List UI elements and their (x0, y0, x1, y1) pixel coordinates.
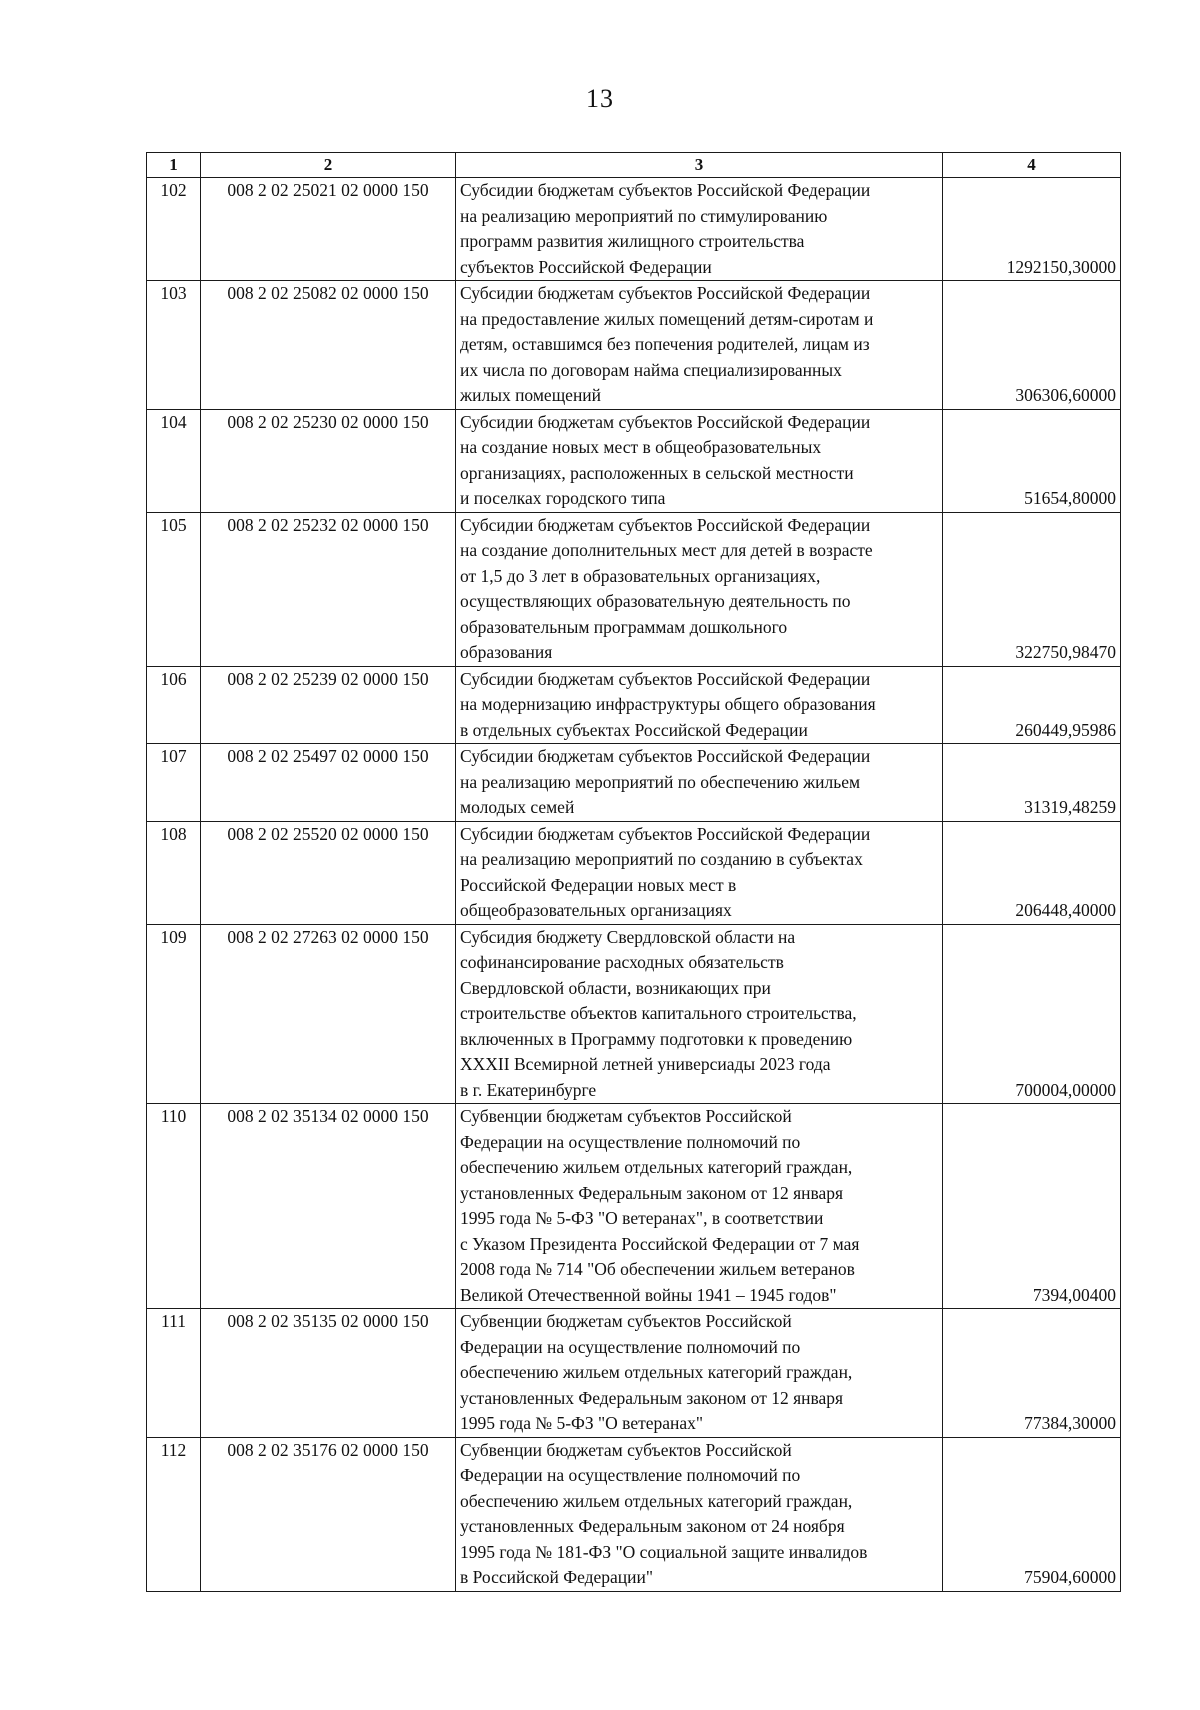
description-line: субъектов Российской Федерации (460, 256, 712, 277)
budget-table (146, 152, 1121, 1592)
budget-code: 008 2 02 25082 02 0000 150 (201, 281, 456, 410)
description-line: XXXII Всемирной летней универсиады 2023 года (460, 1054, 831, 1074)
table-row (147, 821, 1121, 924)
description-line: Субсидии бюджетам субъектов Российской Федерации (460, 180, 871, 200)
amount-value: 77384,30000 (943, 1309, 1121, 1438)
description-line: молодых семей (460, 797, 575, 817)
description-line: образовательным программам дошкольного (460, 616, 788, 637)
amount-value: 75904,60000 (943, 1437, 1121, 1591)
description-line: в Российской Федерации" (460, 1567, 654, 1587)
row-number: 103 (147, 281, 201, 410)
table-body (147, 178, 1121, 1592)
description-line: Субвенции бюджетам субъектов Российской (460, 1311, 792, 1331)
amount-value: 306306,60000 (943, 281, 1121, 410)
description-line: на реализацию мероприятий по созданию в субъектах (460, 849, 863, 869)
description-line: 1995 года № 5-ФЗ "О ветеранах" (460, 1413, 704, 1433)
page-number: 13 (586, 84, 614, 113)
amount-value: 260449,95986 (943, 666, 1121, 744)
description-line: софинансирование расходных обязательств (460, 952, 784, 972)
description-line: Субсидии бюджетам субъектов Российской Федерации (460, 514, 871, 535)
description-line: установленных Федеральным законом от 24 ноября (460, 1516, 845, 1536)
row-number: 102 (147, 178, 201, 281)
table-row (147, 666, 1121, 744)
description-line: в отдельных субъектах Российской Федерации (460, 719, 808, 740)
description-line: Свердловской области, возникающих при (460, 977, 771, 998)
description-line: жилых помещений (460, 385, 602, 405)
budget-code: 008 2 02 25520 02 0000 150 (201, 821, 456, 924)
description-line: на модернизацию инфраструктуры общего образования (460, 694, 876, 714)
table-row (147, 924, 1121, 1104)
budget-code: 008 2 02 27263 02 0000 150 (201, 924, 456, 1104)
description-line: детям, оставшимся без попечения родителей, лицам из (460, 334, 870, 354)
description-line: 1995 года № 5-ФЗ "О ветеранах", в соответствии (460, 1208, 824, 1228)
table-row (147, 744, 1121, 822)
row-number: 105 (147, 512, 201, 666)
budget-code: 008 2 02 25230 02 0000 150 (201, 409, 456, 512)
row-number: 107 (147, 744, 201, 822)
description-line: строительстве объектов капитального строительства, (460, 1003, 857, 1023)
table-header (147, 153, 1121, 178)
amount-value: 7394,00400 (943, 1104, 1121, 1309)
table-row (147, 178, 1121, 281)
income-description (456, 744, 943, 822)
description-line: Субсидии бюджетам субъектов Российской Федерации (460, 283, 871, 303)
description-line: программ развития жилищного строительства (460, 231, 805, 251)
amount-value: 31319,48259 (943, 744, 1121, 822)
description-line: обеспечению жильем отдельных категорий граждан, (460, 1490, 853, 1511)
description-line: и поселках городского типа (460, 488, 666, 508)
description-line: Субвенции бюджетам субъектов Российской (460, 1106, 792, 1126)
column-header-1: 1 (147, 153, 201, 178)
table-row (147, 1104, 1121, 1309)
description-line: осуществляющих образовательную деятельность по (460, 591, 851, 611)
budget-code: 008 2 02 35176 02 0000 150 (201, 1437, 456, 1591)
description-line: 2008 года № 714 "Об обеспечении жильем ветеранов (460, 1259, 855, 1279)
description-line: Субсидии бюджетам субъектов Российской Федерации (460, 823, 871, 844)
description-line: с Указом Президента Российской Федерации от 7 мая (460, 1233, 860, 1254)
description-line: от 1,5 до 3 лет в образовательных организациях, (460, 565, 821, 586)
description-line: общеобразовательных организациях (460, 900, 732, 920)
column-header-2: 2 (201, 153, 456, 178)
amount-value: 1292150,30000 (943, 178, 1121, 281)
income-description (456, 1104, 943, 1309)
description-line: включенных в Программу подготовки к проведению (460, 1028, 853, 1049)
table-row (147, 281, 1121, 410)
table-row (147, 512, 1121, 666)
budget-code: 008 2 02 35134 02 0000 150 (201, 1104, 456, 1309)
budget-code: 008 2 02 35135 02 0000 150 (201, 1309, 456, 1438)
description-line: Федерации на осуществление полномочий по (460, 1131, 801, 1152)
description-line: Федерации на осуществление полномочий по (460, 1336, 801, 1357)
income-description (456, 666, 943, 744)
budget-code: 008 2 02 25021 02 0000 150 (201, 178, 456, 281)
column-header-3: 3 (456, 153, 943, 178)
income-description (456, 281, 943, 410)
income-description (456, 1309, 943, 1438)
row-number: 109 (147, 924, 201, 1104)
row-number: 104 (147, 409, 201, 512)
description-line: их числа по договорам найма специализированных (460, 359, 842, 380)
description-line: Субсидии бюджетам субъектов Российской Федерации (460, 668, 871, 689)
budget-code: 008 2 02 25232 02 0000 150 (201, 512, 456, 666)
amount-value: 700004,00000 (943, 924, 1121, 1104)
description-line: Федерации на осуществление полномочий по (460, 1465, 801, 1485)
description-line: Субсидия бюджету Свердловской области на (460, 926, 796, 947)
description-line: 1995 года № 181-ФЗ "О социальной защите инвалидов (460, 1541, 868, 1562)
income-description (456, 409, 943, 512)
table-row (147, 1437, 1121, 1591)
description-line: Субвенции бюджетам субъектов Российской (460, 1439, 792, 1460)
row-number: 106 (147, 666, 201, 744)
description-line: на предоставление жилых помещений детям-сиротам и (460, 308, 874, 329)
description-line: образования (460, 642, 553, 662)
budget-code: 008 2 02 25497 02 0000 150 (201, 744, 456, 822)
description-line: установленных Федеральным законом от 12 января (460, 1182, 844, 1203)
table-row (147, 1309, 1121, 1438)
description-line: Великой Отечественной войны 1941 – 1945 годов" (460, 1284, 837, 1305)
income-description (456, 1437, 943, 1591)
income-description (456, 512, 943, 666)
amount-value: 51654,80000 (943, 409, 1121, 512)
description-line: обеспечению жильем отдельных категорий граждан, (460, 1362, 853, 1382)
description-line: установленных Федеральным законом от 12 января (460, 1387, 844, 1408)
description-line: Российской Федерации новых мест в (460, 874, 737, 895)
description-line: на реализацию мероприятий по обеспечению жильем (460, 771, 861, 792)
row-number: 112 (147, 1437, 201, 1591)
table-header-row (147, 153, 1121, 178)
description-line: Субсидии бюджетам субъектов Российской Федерации (460, 746, 871, 766)
description-line: организациях, расположенных в сельской местности (460, 462, 854, 483)
amount-value: 322750,98470 (943, 512, 1121, 666)
row-number: 108 (147, 821, 201, 924)
description-line: на реализацию мероприятий по стимулированию (460, 205, 828, 226)
amount-value: 206448,40000 (943, 821, 1121, 924)
description-line: Субсидии бюджетам субъектов Российской Федерации (460, 411, 871, 432)
income-description (456, 178, 943, 281)
table-row (147, 409, 1121, 512)
row-number: 111 (147, 1309, 201, 1438)
description-line: обеспечению жильем отдельных категорий граждан, (460, 1157, 853, 1177)
column-header-4: 4 (943, 153, 1121, 178)
income-description (456, 924, 943, 1104)
row-number: 110 (147, 1104, 201, 1309)
budget-code: 008 2 02 25239 02 0000 150 (201, 666, 456, 744)
description-line: на создание дополнительных мест для детей в возрасте (460, 540, 873, 560)
description-line: в г. Екатеринбурге (460, 1079, 597, 1100)
income-description (456, 821, 943, 924)
description-line: на создание новых мест в общеобразовательных (460, 437, 822, 457)
